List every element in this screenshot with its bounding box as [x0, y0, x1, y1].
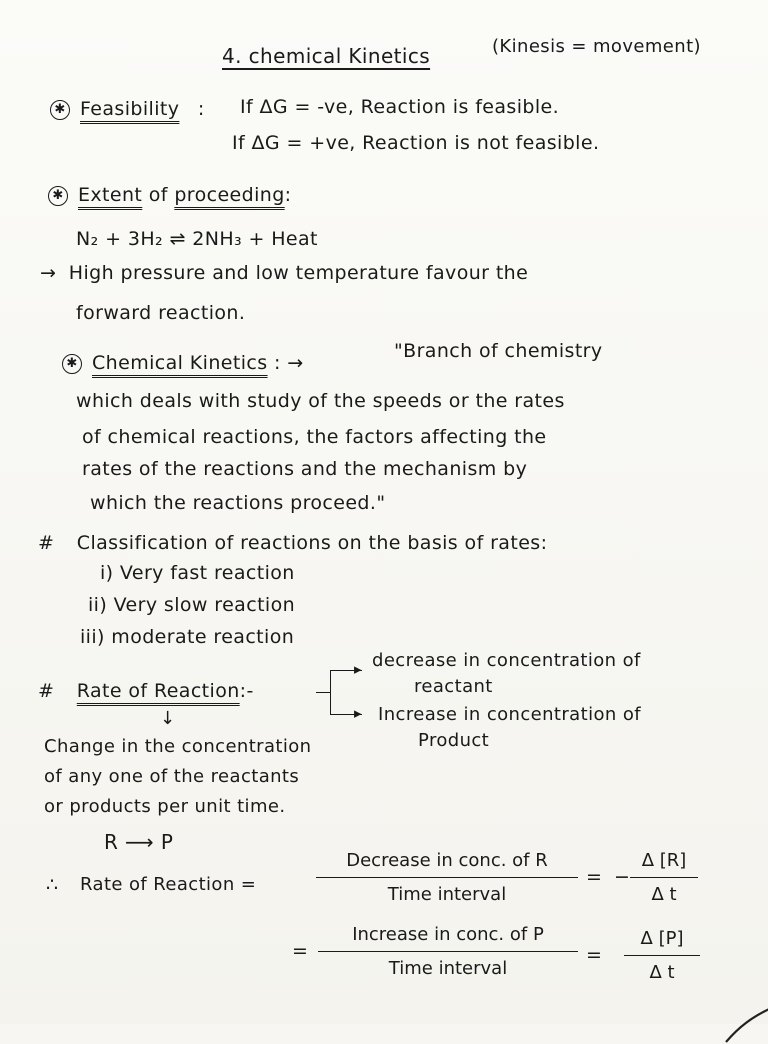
fraction-numerator: Increase in conc. of P: [352, 924, 544, 945]
branch-1-line-a: decrease in concentration of: [372, 650, 641, 671]
arrow-down-icon: ↓: [160, 708, 176, 729]
kinetics-def-3: of chemical reactions, the factors affecting the: [82, 426, 547, 448]
classification-item-2: ii) Very slow reaction: [88, 594, 296, 616]
fraction-decrease-r: [316, 850, 578, 905]
feasibility-label: Feasibility: [80, 98, 180, 120]
fraction-denominator: Time interval: [387, 884, 507, 905]
rate-def-3: or products per unit time.: [44, 796, 286, 817]
rate-label: Rate of Reaction: [76, 680, 240, 702]
branch-1-line-b: reactant: [414, 676, 493, 697]
fraction-denominator: Δ t: [651, 884, 677, 905]
branch-stem: [316, 692, 330, 693]
fraction-numerator: Decrease in conc. of R: [346, 850, 548, 871]
bullet-star-icon: ✱: [50, 100, 70, 120]
kinetics-def-1: "Branch of chemistry: [394, 340, 603, 362]
extent-note-line-1: → High pressure and low temperature favour the: [40, 262, 529, 284]
reaction-r-to-p: R ⟶ P: [104, 830, 174, 854]
rate-lhs: Rate of Reaction =: [80, 874, 257, 895]
fraction-numerator: Δ [R]: [641, 850, 687, 871]
therefore-icon: ∴: [46, 874, 59, 896]
equals-sign: =: [586, 944, 602, 966]
fraction-denominator: Δ t: [649, 962, 675, 983]
extent-heading: [48, 184, 291, 206]
hash-icon: #: [38, 680, 55, 702]
kinetics-label: Chemical Kinetics: [92, 352, 268, 374]
arrow-right-icon: →: [40, 262, 57, 284]
extent-label-a: Extent: [78, 184, 143, 206]
fraction-denominator: Time interval: [388, 958, 508, 979]
rate-def-1: Change in the concentration: [44, 736, 312, 757]
kinetics-sep: : →: [274, 352, 304, 374]
kinetics-def-5: which the reactions proceed.": [90, 492, 386, 514]
fraction-numerator: Δ [P]: [640, 928, 684, 949]
feasibility-line-1: If ΔG = -ve, Reaction is feasible.: [240, 96, 560, 118]
kinetics-def-4: rates of the reactions and the mechanism by: [82, 458, 528, 480]
extent-label-c: proceeding: [174, 184, 285, 206]
extent-colon: :: [284, 184, 292, 206]
arrow-right-icon: ▸: [354, 660, 362, 678]
rate-def-2: of any one of the reactants: [44, 766, 300, 787]
arrow-right-icon: ▸: [354, 704, 362, 722]
fraction-delta-p: [624, 928, 700, 983]
bullet-star-icon: ✱: [48, 186, 68, 206]
classification-item-1: i) Very fast reaction: [100, 562, 295, 584]
kinetics-def-2: which deals with study of the speeds or the rates: [76, 390, 565, 412]
haber-equation: N₂ + 3H₂ ⇌ 2NH₃ + Heat: [76, 228, 318, 250]
feasibility-line-2: If ΔG = +ve, Reaction is not feasible.: [232, 132, 600, 154]
extent-label-b: of: [148, 184, 168, 206]
title-main: 4. chemical Kinetics: [222, 44, 431, 68]
bullet-star-icon: ✱: [62, 354, 82, 374]
fraction-increase-p: [318, 924, 578, 979]
extent-note-line-2: forward reaction.: [76, 302, 246, 324]
page-title: [222, 44, 430, 68]
fraction-delta-r: [630, 850, 698, 905]
kinetics-heading: [62, 352, 304, 374]
hash-icon: #: [38, 532, 55, 554]
branch-2-line-b: Product: [418, 730, 490, 751]
minus-sign: −: [614, 866, 630, 888]
classification-item-3: iii) moderate reaction: [80, 626, 295, 648]
feasibility-heading: [50, 98, 205, 120]
classification-heading: # Classification of reactions on the basis of rates:: [38, 532, 548, 554]
equals-sign: =: [586, 866, 602, 888]
title-note: (Kinesis = movement): [492, 36, 701, 57]
branch-2-line-a: Increase in concentration of: [378, 704, 641, 725]
feasibility-sep: :: [197, 98, 205, 120]
rate-heading: [38, 680, 254, 702]
equals-sign: =: [292, 940, 308, 962]
branch-brace: [330, 670, 331, 714]
pen-stroke-icon: [718, 984, 768, 1044]
rate-sep: :-: [239, 680, 254, 702]
